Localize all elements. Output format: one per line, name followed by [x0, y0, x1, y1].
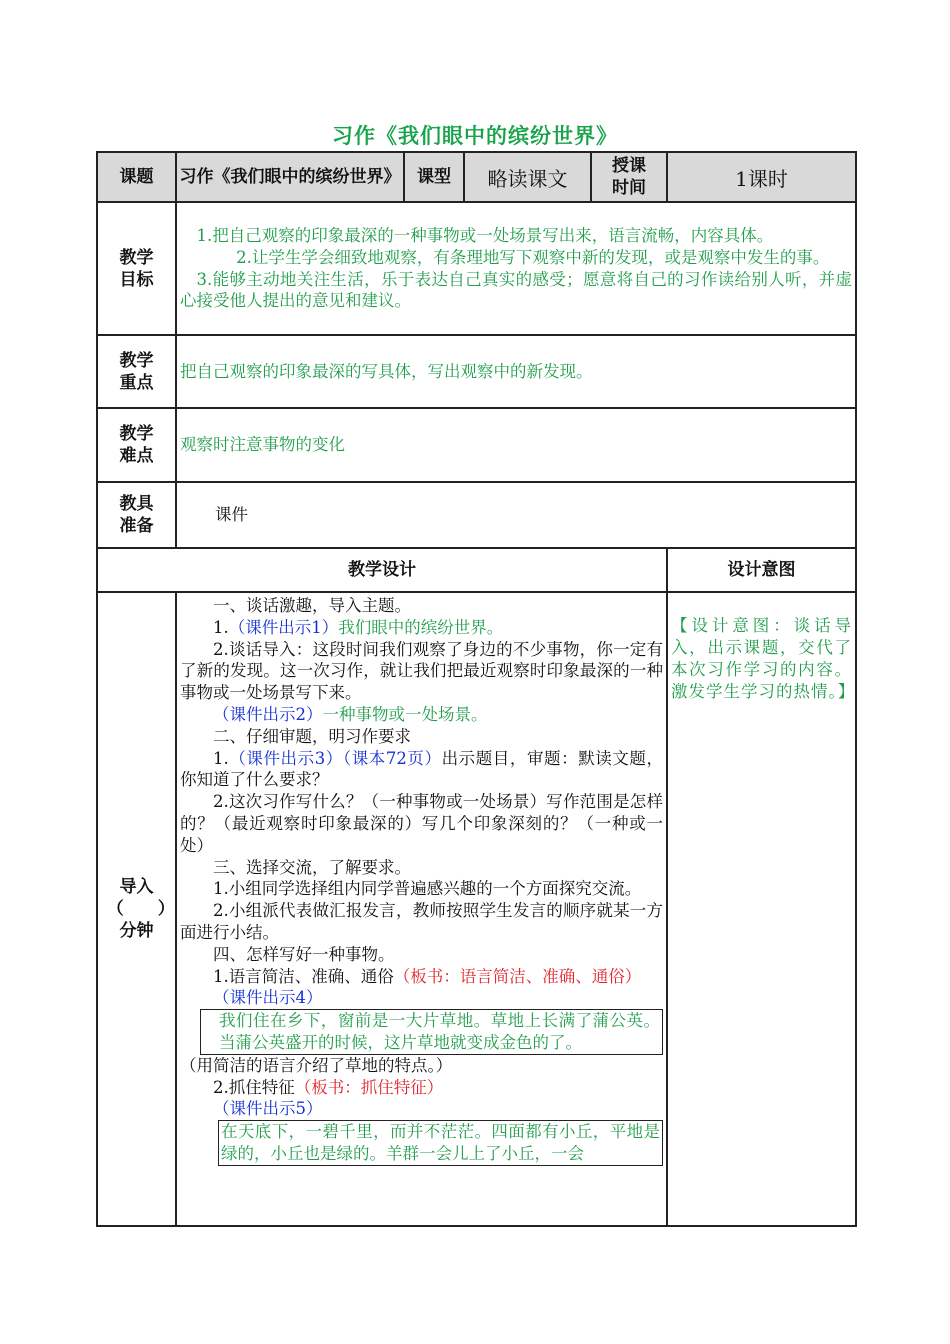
key-points-row — [97, 335, 856, 408]
s1-item1-tag: （课件出示1） — [228, 617, 339, 637]
s4-item1 — [180, 966, 663, 988]
lesson-content — [176, 592, 667, 1226]
lesson-plan-table — [96, 151, 857, 1227]
s4-item2-text: 2.抓住特征 — [213, 1077, 295, 1097]
time-label: 授课时间 — [591, 152, 667, 202]
s4-title: 四、怎样写好一种事物。 — [213, 944, 395, 964]
topic-label: 课题 — [97, 152, 176, 202]
s1-item1-text: 我们眼中的缤纷世界。 — [338, 617, 504, 637]
page-title: 习作《我们眼中的缤纷世界》 — [332, 123, 618, 148]
s2-item1-text: 出示题目，审题：默读文题，你知道了什么要求？ — [180, 748, 664, 790]
time-value: 1课时 — [667, 152, 856, 202]
key-points-label: 教学重点 — [97, 335, 176, 408]
difficulties-row — [97, 408, 856, 482]
design-header: 教学设计 — [97, 548, 667, 592]
s4-item1-text: 1.语言简洁、准确、通俗 — [213, 966, 394, 986]
type-value: 略读课文 — [464, 152, 591, 202]
s2-title: 二、仔细审题，明习作要求 — [213, 726, 411, 746]
intent-text: 【设计意图：谈话导入，出示课题，交代了本次习作学习的内容。激发学生学习的热情。】 — [667, 592, 856, 1226]
lesson-row — [97, 592, 856, 1226]
s2-item1 — [180, 748, 663, 792]
goal-2: 2.让学生学会细致地观察，有条理地写下观察中新的发现，或是观察中发生的事。 — [236, 247, 830, 267]
goal-3: 3.能够主动地关注生活，乐于表达自己真实的感受；愿意将自己的习作读给别人听，并虚心接受他人提出的意见和建议。 — [180, 269, 853, 311]
s4-item2 — [180, 1077, 663, 1099]
intent-header: 设计意图 — [667, 548, 856, 592]
s4-tag5: （课件出示5） — [213, 1099, 323, 1119]
tools-text: 课件 — [176, 482, 856, 548]
phase-label: 导入（ ）分钟 — [97, 592, 176, 1226]
key-points-text: 把自己观察的印象最深的写具体，写出观察中的新发现。 — [176, 335, 856, 408]
s4-tag4: （课件出示4） — [213, 988, 323, 1008]
s1-item3-tag: （课件出示2） — [213, 704, 323, 724]
s3-title: 三、选择交流，了解要求。 — [213, 857, 411, 877]
s4-note1: （用简洁的语言介绍了草地的特点。） — [180, 1055, 453, 1075]
s1-title: 一、谈话激趣，导入主题。 — [213, 596, 411, 615]
s1-item1 — [180, 617, 663, 639]
s3-item2: 2.小组派代表做汇报发言，教师按照学生发言的顺序就某一方面进行小结。 — [180, 901, 663, 942]
s4-item2-board: （板书：抓住特征） — [294, 1077, 444, 1097]
s2-item1-num: 1. — [213, 748, 229, 768]
s2-item1-tag: （课件出示3）（课本72页） — [228, 748, 442, 768]
s4-quote1: 我们住在乡下，窗前是一大片草地。草地上长满了蒲公英。当蒲公英盛开的时候，这片草地就变成金色的了。 — [200, 1009, 663, 1055]
header-row — [97, 152, 856, 202]
goals-label: 教学目标 — [97, 202, 176, 335]
section-header-row — [97, 548, 856, 592]
difficulties-text: 观察时注意事物的变化 — [176, 408, 856, 482]
tools-row — [97, 482, 856, 548]
s4-quote2: 在天底下，一碧千里，而并不茫茫。四面都有小丘，平地是绿的，小丘也是绿的。羊群一会儿上了小丘，一会 — [218, 1120, 663, 1166]
difficulties-label: 教学难点 — [97, 408, 176, 482]
tools-label: 教具准备 — [97, 482, 176, 548]
s1-item1-num: 1. — [213, 617, 229, 637]
goals-row — [97, 202, 856, 335]
s1-item2: 2.谈话导入：这段时间我们观察了身边的不少事物，你一定有了新的发现。这一次习作，就让我们把最近观察时印象最深的一种事物或一处场景写下来。 — [180, 639, 663, 703]
s3-item1: 1.小组同学选择组内同学普遍感兴趣的一个方面探究交流。 — [213, 879, 642, 899]
s4-item1-board: （板书：语言简洁、准确、通俗） — [393, 966, 642, 986]
s1-item3-text: 一种事物或一处场景。 — [322, 704, 488, 724]
goal-1: 1.把自己观察的印象最深的一种事物或一处场景写出来，语言流畅，内容具体。 — [196, 225, 774, 245]
topic-value: 习作《我们眼中的缤纷世界》 — [176, 152, 404, 202]
s2-item2: 2.这次习作写什么？（一种事物或一处场景）写作范围是怎样的？（最近观察时印象最深的）写几个印象深刻的？（一种或一处） — [180, 792, 663, 855]
s1-item3 — [180, 704, 663, 726]
goals-content — [176, 202, 856, 335]
type-label: 课型 — [404, 152, 464, 202]
